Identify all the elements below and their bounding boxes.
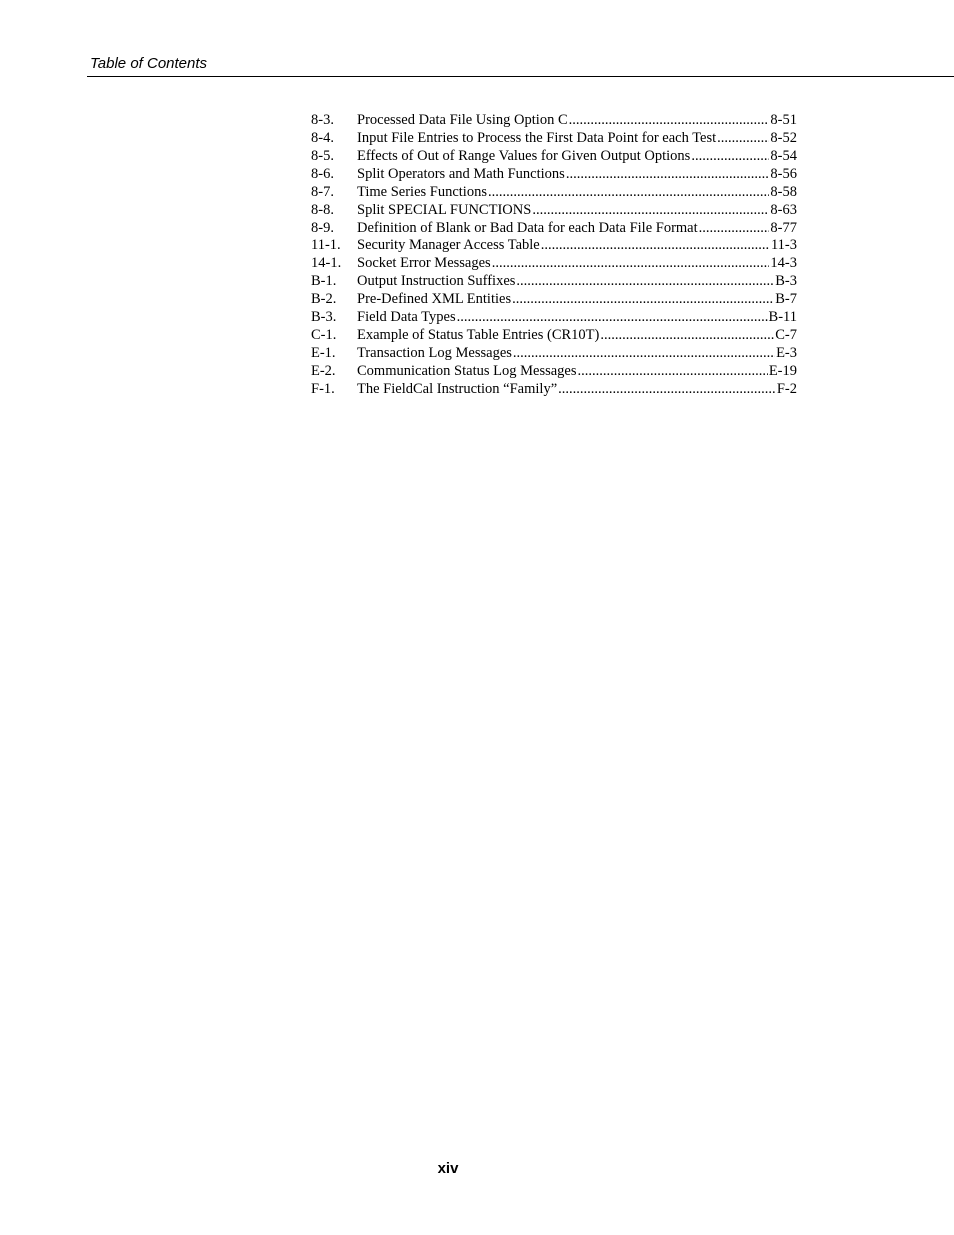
toc-entry-page: B-11 <box>768 309 797 326</box>
toc-entry-title: Input File Entries to Process the First Data Point for each Test <box>357 129 717 146</box>
toc-entry-number: 8-4. <box>311 129 334 146</box>
toc-entry[interactable] <box>311 237 797 255</box>
running-header-title: Table of Contents <box>90 55 208 72</box>
toc-entry[interactable] <box>311 345 797 363</box>
toc-entry-page: 14-3 <box>770 255 797 272</box>
dot-leader <box>541 237 770 255</box>
dot-leader <box>488 184 769 202</box>
toc-entry-number: B-1. <box>311 273 337 290</box>
toc-entry-title: Socket Error Messages <box>357 255 491 272</box>
toc-entry-number: 8-7. <box>311 183 334 200</box>
toc-entry-title: Example of Status Table Entries (CR10T) <box>357 327 600 344</box>
toc-entry-number: 8-6. <box>311 165 334 182</box>
toc-entry-title: Communication Status Log Messages <box>357 362 577 379</box>
toc-entry[interactable] <box>311 327 797 345</box>
toc-entry[interactable] <box>311 381 797 399</box>
dot-leader <box>516 273 774 291</box>
toc-entry-title: Split Operators and Math Functions <box>357 165 565 182</box>
toc-entry[interactable] <box>311 112 797 130</box>
toc-entry-page: E-19 <box>768 362 797 379</box>
dot-leader <box>558 381 776 399</box>
toc-entry-number: 8-9. <box>311 219 334 236</box>
toc-entry-title: Time Series Functions <box>357 183 487 200</box>
toc-entry-page: F-2 <box>776 380 797 397</box>
dot-leader <box>569 112 770 130</box>
toc-entry-page: 8-51 <box>770 112 797 128</box>
toc-entry-page: E-3 <box>776 344 797 361</box>
toc-entry[interactable] <box>311 291 797 309</box>
toc-entry-page: B-3 <box>775 273 797 290</box>
dot-leader <box>512 291 774 309</box>
toc-entry-title: Processed Data File Using Option C <box>357 112 568 128</box>
dot-leader <box>717 130 769 148</box>
toc-entry-title: Effects of Out of Range Values for Given Output Options <box>357 147 691 164</box>
toc-entry-page: 8-56 <box>770 165 797 182</box>
page-number: xiv <box>437 1160 459 1177</box>
toc-entry[interactable] <box>311 255 797 273</box>
dot-leader <box>600 327 774 345</box>
dot-leader <box>578 363 768 381</box>
toc-entry-number: E-1. <box>311 344 336 361</box>
toc-entry-number: B-2. <box>311 291 337 308</box>
toc-entry[interactable] <box>311 184 797 202</box>
dot-leader <box>457 309 768 327</box>
toc-entry[interactable] <box>311 202 797 220</box>
dot-leader <box>691 148 769 166</box>
toc-entry[interactable] <box>311 166 797 184</box>
dot-leader <box>492 255 770 273</box>
dot-leader <box>532 202 769 220</box>
toc-entry-number: 8-3. <box>311 112 334 128</box>
toc-entry-page: 8-58 <box>770 183 797 200</box>
toc-entry-page: 11-3 <box>770 237 797 254</box>
toc-entry[interactable] <box>311 220 797 238</box>
toc-entry-number: 14-1. <box>311 255 342 272</box>
toc-entry[interactable] <box>311 363 797 381</box>
toc-entry-page: 8-63 <box>770 201 797 218</box>
dot-leader <box>699 220 770 238</box>
header-divider <box>87 76 954 77</box>
toc-entry-title: Transaction Log Messages <box>357 344 512 361</box>
list-of-tables <box>311 112 797 399</box>
dot-leader <box>566 166 770 184</box>
toc-entry-title: Split SPECIAL FUNCTIONS <box>357 201 532 218</box>
toc-entry-number: C-1. <box>311 327 337 344</box>
dot-leader <box>513 345 775 363</box>
toc-entry-title: Pre-Defined XML Entities <box>357 291 512 308</box>
toc-entry-number: 8-8. <box>311 201 334 218</box>
toc-entry-number: F-1. <box>311 380 335 397</box>
toc-entry-page: 8-52 <box>770 129 797 146</box>
toc-entry-page: 8-77 <box>770 219 797 236</box>
toc-entry[interactable] <box>311 273 797 291</box>
toc-entry[interactable] <box>311 309 797 327</box>
toc-entry-page: B-7 <box>775 291 797 308</box>
toc-entry-title: The FieldCal Instruction “Family” <box>357 380 558 397</box>
toc-entry-page: C-7 <box>775 327 797 344</box>
toc-entry-number: 8-5. <box>311 147 334 164</box>
toc-entry-title: Security Manager Access Table <box>357 237 540 254</box>
toc-entry[interactable] <box>311 130 797 148</box>
toc-entry-title: Field Data Types <box>357 309 456 326</box>
toc-entry-number: E-2. <box>311 362 336 379</box>
toc-entry-number: B-3. <box>311 309 337 326</box>
toc-entry-title: Output Instruction Suffixes <box>357 273 516 290</box>
toc-entry-number: 11-1. <box>311 237 341 254</box>
toc-entry-title: Definition of Blank or Bad Data for each Data File Format <box>357 219 698 236</box>
toc-entry[interactable] <box>311 148 797 166</box>
toc-entry-page: 8-54 <box>770 147 797 164</box>
